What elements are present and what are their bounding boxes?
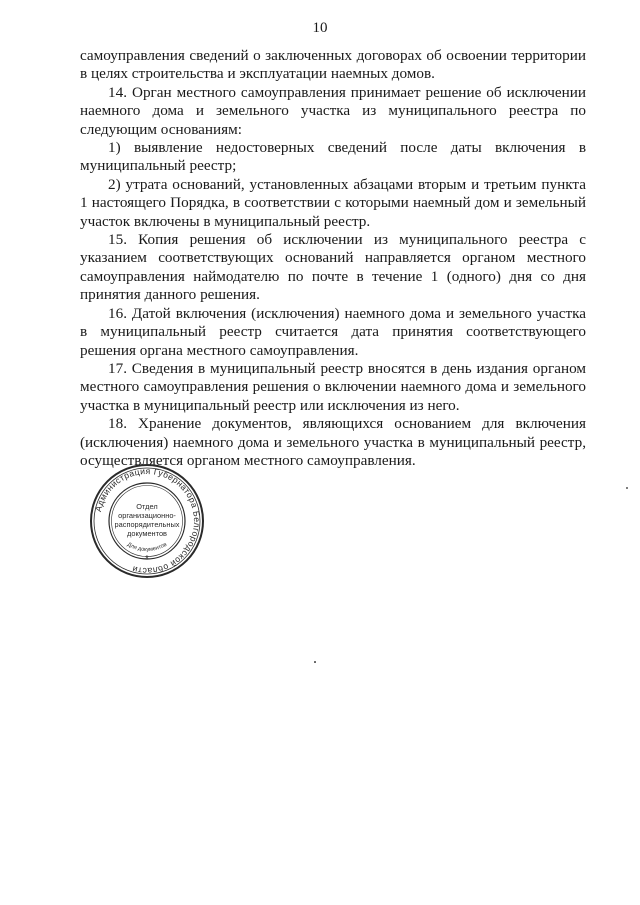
paragraph: 17. Сведения в муниципальный реестр вносятся в день издания органом местного самоуправления решения о включении наемного дома и земельного участка в муниципальный реестр или исключения из него.: [80, 359, 586, 414]
paragraph: 2) утрата оснований, установленных абзацами вторым и третьим пункта 1 настоящего Порядка, в соответствии с которыми наемный дом и земельный участок включены в муниципальный реестр.: [80, 175, 586, 230]
stamp-inner-line: Отдел: [136, 502, 158, 511]
stamp-inner-line: распорядительных: [114, 520, 180, 529]
paragraph: 1) выявление недостоверных сведений после даты включения в муниципальный реестр;: [80, 139, 586, 175]
stamp-ring-text: Администрация Губернатора Белгородской области: [92, 465, 203, 577]
stamp-inner-line: организационно-: [118, 511, 176, 520]
stamp-inner-line: документов: [127, 529, 167, 538]
paragraph: 16. Датой включения (исключения) наемного дома и земельного участка в муниципальный реестр считается дата принятия соответствующего решения органа местного самоуправления.: [80, 304, 586, 359]
stamp-bottom-text: Для документов: [126, 541, 168, 554]
stamp-star-icon: *: [145, 554, 149, 565]
paragraph: 14. Орган местного самоуправления принимает решение об исключении наемного дома и земельного участка из муниципального реестра по следующим основаниям:: [80, 83, 586, 138]
paragraph: самоуправления сведений о заключенных договорах об освоении территории в целях строительства и эксплуатации наемных домов.: [80, 47, 586, 83]
svg-text:Для документов: [126, 542, 168, 553]
paragraph: 15. Копия решения об исключении из муниципального реестра с указанием соответствующих оснований направляется органом местного самоуправления наймодателю по почте в течение 1 (одного) дня со дня принятия данного решения.: [80, 231, 586, 304]
scan-speck: [314, 661, 316, 663]
document-body: [80, 47, 586, 470]
paragraph: 18. Хранение документов, являющихся основанием для включения (исключения) наемного дома и земельного участка в муниципальный реестр, осуществляется органом местного самоуправления.: [80, 415, 586, 469]
page-number: 10: [312, 20, 328, 36]
official-stamp: [88, 462, 206, 580]
scan-speck: [626, 487, 628, 489]
